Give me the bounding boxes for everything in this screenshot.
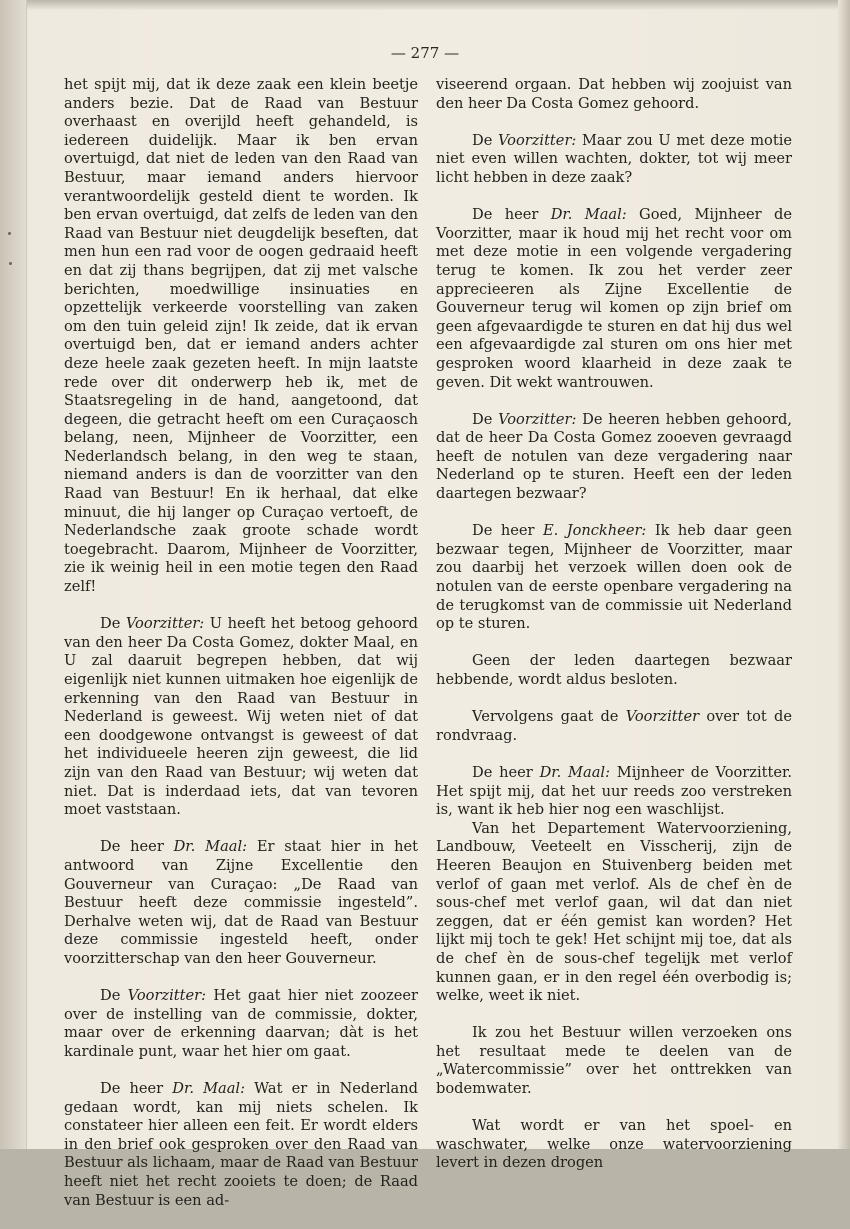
- speaker-name: Dr. Maal:: [539, 763, 610, 781]
- paragraph-text: Van het Departement Watervoorziening, Landbouw, Veeteelt en Visscherij, zijn de Heeren Beaujon en Stuivenberg beiden met verlof of gaan met verlof. Als de chef èn de sous-chef met verlof gaan, wil dat dan niet zeggen, dat er één gemist kan worden? Het lijkt mij toch te gek! Het schijnt mij toe, dat als de chef èn de sous-chef tegelijk met verlof kunnen gaan, er in den regel één overbodig is; welke, weet ik niet.: [436, 819, 792, 1005]
- page-left-edge: [0, 0, 27, 1149]
- paragraph-text: het spijt mij, dat ik deze zaak een klein beetje anders bezie. Dat de Raad van Bestuur overhaast en overijld heeft gehandeld, is iedereen duidelijk. Maar ik ben ervan overtuigd, dat niet de leden van den Raad van Bestuur, maar iemand anders hiervoor verantwoordelijk gesteld dient te worden. Ik ben ervan overtuigd, dat zelfs de leden van den Raad van Bestuur niet deugdelijk beseften, dat men hun een rad voor de oogen gedraaid heeft en dat zij thans begrijpen, dat zij met valsche berichten, moedwillige insinuaties en opzettelijk verkeerde voorstelling van zaken om den tuin geleid zijn! Ik zeide, dat ik ervan overtuigd ben, dat er iemand anders achter deze heele zaak gezeten heeft. In mijn laatste rede over dit onderwerp heb ik, met de Staatsregeling in de hand, aangetoond, dat degeen, die getracht heeft om een Curaçaosch belang, neen, Mijnheer de Voorzitter, een Nederlandsch belang, in den weg te staan, niemand anders is dan de voorzitter van den Raad van Bestuur! En ik herhaal, dat elke minuut, die hij langer op Curaçao vertoeft, de Nederlandsche zaak groote schade wordt toegebracht. Daarom, Mijnheer de Voorzitter, zie ik weinig heil in een motie tegen den Raad zelf!: [64, 76, 418, 596]
- scan-speck: [8, 232, 11, 235]
- paragraph-text: viseerend orgaan. Dat hebben wij zoojuist van den heer Da Costa Gomez gehoord.: [436, 76, 792, 112]
- page-top-edge: [0, 0, 850, 10]
- paragraph-text: Goed, Mijnheer de Voorzitter, maar ik houd mij het recht voor om met deze motie in een volgende vergadering terug te komen. Ik zou het verder zeer apprecieeren als Zijne Excellentie de Gouverneur terug wil komen op zijn brief om geen afgevaardigde te sturen en dat hij dus wel een afgevaardigde zal sturen om ons hier met gesproken woord klaarheid in deze zaak te geven. Dit wekt wantrouwen.: [436, 206, 792, 391]
- paragraph-text: Geen der leden daartegen bezwaar hebbende, wordt aldus besloten.: [436, 652, 792, 688]
- paragraph: [64, 76, 418, 597]
- paragraph-text: Maar zou U met deze motie niet even willen wachten, dokter, tot wij meer licht hebben in deze zaak?: [436, 131, 793, 186]
- speaker-prefix: De: [472, 131, 498, 149]
- speaker-name: Dr. Maal:: [172, 1080, 246, 1098]
- left-column: [64, 76, 418, 1229]
- paragraph: [436, 411, 792, 504]
- speaker-name: Voorzitter:: [125, 615, 205, 633]
- paragraph: [436, 76, 792, 113]
- right-column: [436, 76, 792, 1192]
- paragraph-text: De heeren hebben gehoord, dat de heer Da Costa Gomez zooeven gevraagd heeft de notulen van deze vergadering naar Nederland op te sturen. Heeft een der leden daartegen bezwaar?: [436, 410, 792, 503]
- paragraph-text: Wat er in Nederland gedaan wordt, kan mij niets schelen. Ik constateer hier alleen een feit. Er wordt elders in den brief ook gesproken over den Raad van Bestuur als lichaam, maar de Raad van Bestuur heeft niet het recht zooiets te doen; de Raad van Bestuur is een ad-: [64, 1080, 418, 1209]
- paragraph: [436, 1024, 792, 1098]
- paragraph: [64, 838, 418, 968]
- paragraph: [436, 132, 792, 188]
- speaker-prefix: De heer: [472, 522, 543, 540]
- speaker-name: Voorzitter:: [498, 410, 577, 428]
- scan-speck: [9, 262, 12, 265]
- paragraph: [436, 764, 792, 820]
- paragraph: [64, 1080, 418, 1210]
- page-right-edge: [838, 0, 850, 1149]
- paragraph-text: Wat wordt er van het spoel- en waschwater, welke onze watervoorziening levert in dezen drogen: [436, 1117, 792, 1172]
- paragraph-text: Mijnheer de Voorzitter. Het spijt mij, dat het uur reeds zoo verstreken is, want ik heb hier nog een waschlijst.: [436, 763, 793, 819]
- speaker-name: Voorzitter: [625, 708, 700, 726]
- paragraph: [64, 615, 418, 820]
- paragraph: [436, 1117, 792, 1173]
- speaker-prefix: De: [100, 615, 126, 633]
- speaker-name: E. Jonckheer:: [542, 522, 647, 540]
- paragraph-text: U heeft het betoog gehoord van den heer Da Costa Gomez, dokter Maal, en U zal daaruit begrepen hebben, dat wij eigenlijk niet kunnen uitmaken hoe eigenlijk de erkenning van den Raad van Bestuur in Nederland is geweest. Wij weten niet of dat een doodgewone ontvangst is geweest of dat het individueele heeren zijn geweest, die lid zijn van den Raad van Bestuur; wij weten dat niet. Dat is inderdaad iets, dat van tevoren moet vaststaan.: [64, 615, 418, 819]
- speaker-prefix: De: [472, 410, 499, 428]
- paragraph: [436, 522, 792, 634]
- speaker-name: Voorzitter:: [127, 987, 207, 1005]
- speaker-prefix: De heer: [472, 206, 551, 224]
- paragraph: [436, 820, 792, 1006]
- paragraph: [436, 206, 792, 392]
- paragraph: [64, 987, 418, 1061]
- speaker-name: Dr. Maal:: [173, 838, 248, 856]
- speaker-prefix: De heer: [100, 838, 174, 856]
- speaker-name: Voorzitter:: [497, 131, 577, 149]
- speaker-prefix: De heer: [472, 763, 540, 781]
- paragraph-text: Het gaat hier niet zoozeer over de instelling van de commissie, dokter, maar over de erkenning daarvan; dàt is het kardinale punt, waar het hier om gaat.: [64, 987, 418, 1060]
- speaker-prefix: De heer: [100, 1080, 173, 1098]
- speaker-prefix: De: [100, 987, 128, 1005]
- page-number: — 277 —: [390, 44, 460, 62]
- paragraph-text: Ik zou het Bestuur willen verzoeken ons het resultaat mede te deelen van de „Watercommissie” over het onttrekken van bodemwater.: [436, 1024, 792, 1098]
- speaker-prefix: Vervolgens gaat de: [472, 708, 626, 726]
- paragraph: [436, 708, 792, 745]
- paragraph-text: over tot de rondvraag.: [436, 708, 792, 744]
- paragraph-text: Ik heb daar geen bezwaar tegen, Mijnheer de Voorzitter, maar zou daarbij het verzoek willen doen ook de notulen van de eerste openbare vergadering na de terugkomst van de commissie uit Nederland op te sturen.: [436, 522, 792, 633]
- paragraph: [436, 652, 792, 689]
- speaker-name: Dr. Maal:: [550, 206, 627, 224]
- paragraph-text: Er staat hier in het antwoord van Zijne Excellentie den Gouverneur van Curaçao: „De Raad van Bestuur heeft deze commissie ingesteld”. Derhalve weten wij, dat de Raad van Bestuur deze commissie ingesteld heeft, onder voorzitterschap van den heer Gouverneur.: [64, 838, 419, 967]
